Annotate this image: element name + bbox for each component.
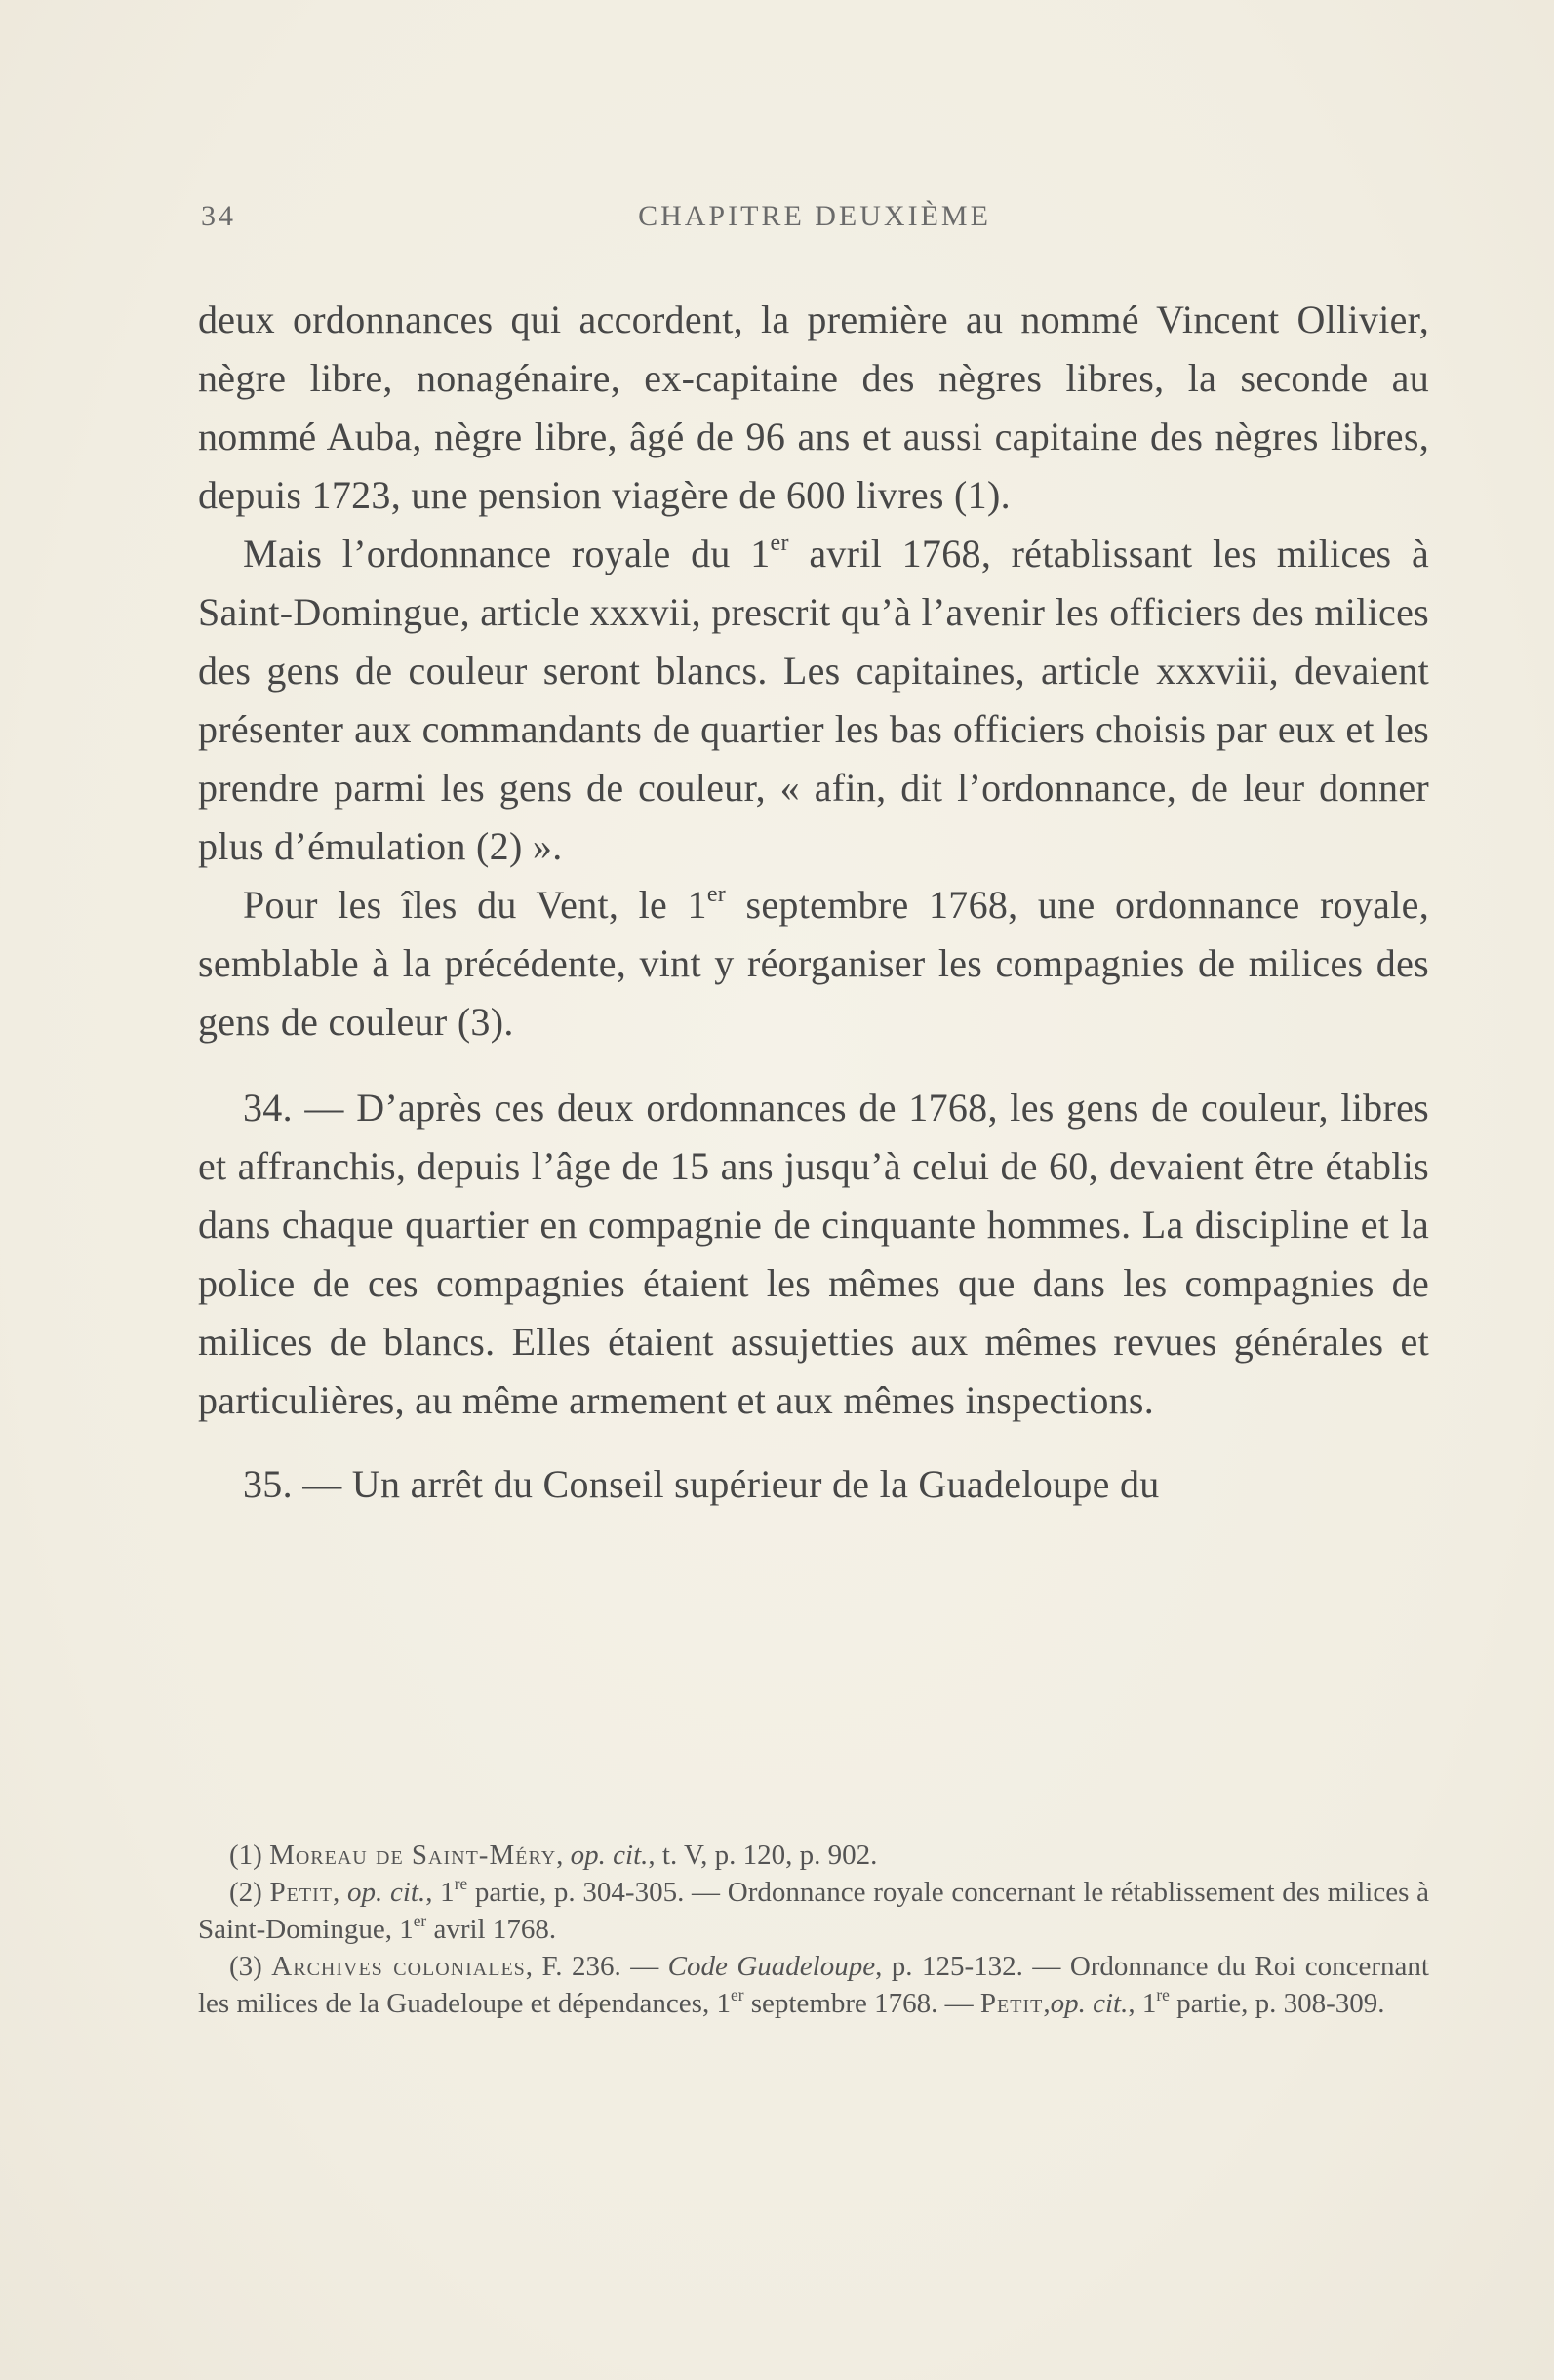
paragraph: deux ordonnances qui accordent, la première au nommé Vincent Ollivier, nègre libre, nonagénaire, ex-capitaine des nègres libres, la seconde au nommé Auba, nègre libre, âgé de 96 ans et aussi capitaine des nègres libres, depuis 1723, une pension viagère de 600 livres (1). (198, 298, 1429, 517)
running-head (201, 200, 1428, 239)
footnote-1: (1) Moreau de Saint-Méry, op. cit., t. V, p. 120, p. 902. (229, 1840, 878, 1871)
section-34: 34. — D’après ces deux ordonnances de 1768, les gens de couleur, libres et affranchis, depuis l’âge de 15 ans jusqu’à celui de 60, devaient être établis dans chaque quartier en compagnie de cinquante hommes. La discipline et la police de ces compagnies étaient les mêmes que dans les compagnies de milices de blancs. Elles étaient assujetties aux mêmes revues générales et particulières, au même armement et aux mêmes inspections. (198, 1086, 1429, 1422)
paragraph: Pour les îles du Vent, le 1er septembre 1768, une ordonnance royale, semblable à la précédente, vint y réorganiser les compagnies de milices des gens de couleur (3). (198, 882, 1429, 1044)
paragraph: Mais l’ordonnance royale du 1er avril 1768, rétablissant les milices à Saint-Domingue, article xxxvii, prescrit qu’à l’avenir les officiers des milices des gens de couleur seront blancs. Les capitaines, article xxxviii, devaient présenter aux commandants de quartier les bas officiers choisis par eux et les prendre parmi les gens de couleur, « afin, dit l’ordonnance, de leur donner plus d’émulation (2) ». (198, 531, 1429, 868)
body-text (198, 291, 1429, 1514)
footnote-3: (3) Archives coloniales, F. 236. — Code Guadeloupe, p. 125-132. — Ordonnance du Roi concernant les milices de la Guadeloupe et dépendances, 1er septembre 1768. — Petit,op. cit., 1re partie, p. 308-309. (198, 1951, 1429, 2019)
footnotes (198, 1837, 1429, 2022)
footnote-2: (2) Petit, op. cit., 1re partie, p. 304-305. — Ordonnance royale concernant le rétablissement des milices à Saint-Domingue, 1er avril 1768. (198, 1873, 1429, 1945)
section-35: 35. — Un arrêt du Conseil supérieur de la Guadeloupe du (243, 1462, 1160, 1506)
page-number: 34 (201, 200, 236, 232)
chapter-title: CHAPITRE DEUXIÈME (638, 200, 991, 232)
